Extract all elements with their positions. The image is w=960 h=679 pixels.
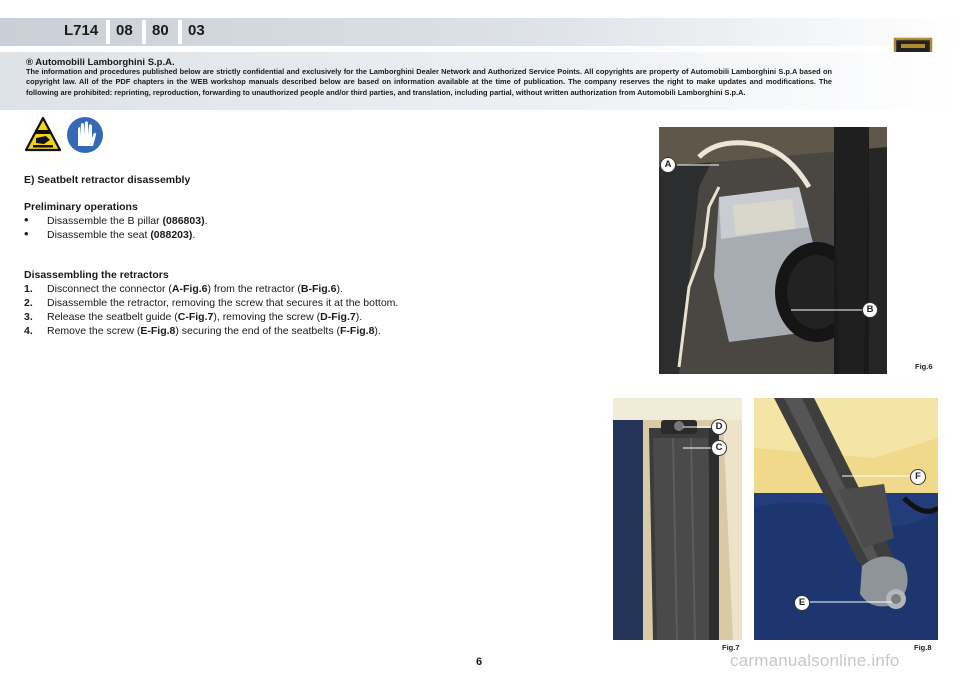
figure-7-label: Fig.7 [722,643,740,652]
figure-7-photo [613,398,742,640]
bullet-icon: • [24,226,29,241]
section-title: E) Seatbelt retractor disassembly [24,174,191,186]
warning-hand-crush-icon [24,116,62,157]
step-item: 1. Disconnect the connector (A-Fig.6) from the retractor (B-Fig.6). [24,283,343,295]
bullet-icon: • [24,212,29,227]
preliminary-operations-title: Preliminary operations [24,201,138,213]
code-separator [106,20,110,44]
preliminary-item: • Disassemble the seat (088203). [24,226,196,241]
step-item: 3. Release the seatbelt guide (C-Fig.7), removing the screw (D-Fig.7). [24,311,363,323]
code-separator [178,20,182,44]
figure-8-label: Fig.8 [914,643,932,652]
figure-6-label: Fig.6 [915,362,933,371]
subgroup-code: 80 [152,22,169,39]
callout-e: E [794,595,810,611]
callout-b: B [862,302,878,318]
section-code: 03 [188,22,205,39]
copyright-notice: The information and procedures published below are strictly confidential and exclusively for the Lamborghini Dealer Network and Authorized Service Points. All copyrights are property of Automobili Lamborghini S.p.A based on copyright law. All of the PDF chapters in the WEB workshop manuals described below are based on information available at the time of publication. The company reserves the right to make updates and modifications. The following are prohibited: reprinting, reproduction, forwarding to unauthorized people and/or third parties, and translation, including partial, without written authorization from Automobili Lamborghini S.p.A. [26,67,832,97]
watermark: carmanualsonline.info [730,651,900,670]
copyright-title: ® Automobili Lamborghini S.p.A. [26,57,175,68]
step-item: 4. Remove the screw (E-Fig.8) securing the end of the seatbelts (F-Fig.8). [24,325,381,337]
figure-6-photo [659,127,887,374]
callout-a: A [660,157,676,173]
callout-d: D [711,419,727,435]
code-separator [142,20,146,44]
figure-8-photo [754,398,938,640]
preliminary-item: • Disassemble the B pillar (086803). [24,212,208,227]
model-code: L714 [64,22,99,39]
callout-c: C [711,440,727,456]
step-item: 2. Disassemble the retractor, removing the screw that secures it at the bottom. [24,297,399,309]
protective-gloves-icon [66,116,104,159]
page-number: 6 [476,656,483,668]
callout-f: F [910,469,926,485]
retractors-steps-title: Disassembling the retractors [24,269,169,281]
group-code: 08 [116,22,133,39]
